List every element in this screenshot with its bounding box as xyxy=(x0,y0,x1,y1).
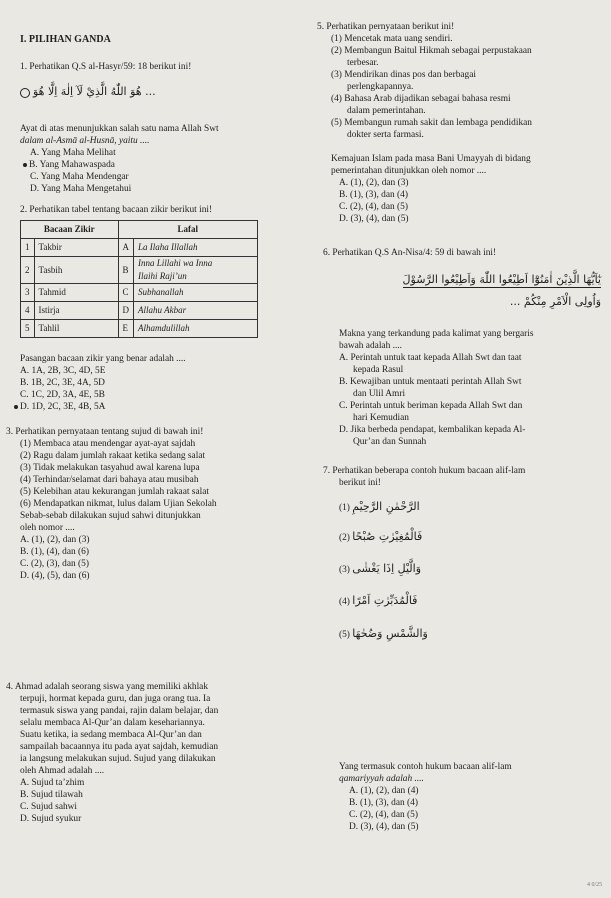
table-row: 4 Istirja D Allahu Akbar xyxy=(21,302,258,320)
q7-item-4: (4) فَالْمُدَبِّرٰتِ اَمْرًا xyxy=(339,594,418,607)
q7-option-d[interactable]: D. (3), (4), dan (5) xyxy=(349,822,419,832)
q6-stem: 6. Perhatikan Q.S An-Nisa/4: 59 di bawah ini! xyxy=(323,248,497,258)
q5-stem: 5. Perhatikan pernyataan berikut ini! xyxy=(317,22,455,32)
q1-stem: 1. Perhatikan Q.S al-Hasyr/59: 18 berikut ini! xyxy=(20,62,192,72)
q7-item-5: (5) وَالشَّمْسِ وَضُحٰهَا xyxy=(339,627,428,640)
zikir-table xyxy=(20,220,258,338)
q1-line2: dalam al-Asmā al-Husnā, yaitu .... xyxy=(20,136,150,146)
q3-item-4: (4) Terhindar/selamat dari bahaya atau musibah xyxy=(20,475,199,485)
q7-stem-2: berikut ini! xyxy=(339,478,381,488)
q1-option-b[interactable]: B. Yang Mahawaspada xyxy=(23,160,115,171)
q7-option-c[interactable]: C. (2), (4), dan (5) xyxy=(349,810,418,820)
q6-option-b2: dan Ulil Amri xyxy=(353,389,406,399)
q4-line-4: selalu membaca Al-Qur’an dalam kesehariannya. xyxy=(20,718,205,728)
q4-line-1: 4. Ahmad adalah seorang siswa yang memiliki akhlak xyxy=(6,682,209,692)
q6-option-d2: Qur’an dan Sunnah xyxy=(353,437,427,447)
q5-option-c[interactable]: C. (2), (4), dan (5) xyxy=(339,202,408,212)
q5-item-3: (3) Mendirikan dinas pos dan berbagai xyxy=(331,70,477,80)
q6-arabic-2: وَاُولِى الْاَمْرِ مِنْكُمْ ... xyxy=(509,295,601,308)
q4-option-c[interactable]: C. Sujud sahwi xyxy=(20,802,78,812)
q5-item-4b: dalam pemerintahan. xyxy=(347,106,426,116)
q2-option-b[interactable]: B. 1B, 2C, 3E, 4A, 5D xyxy=(20,378,105,388)
q7-option-a[interactable]: A. (1), (2), dan (4) xyxy=(349,786,419,796)
q2-question: Pasangan bacaan zikir yang benar adalah .... xyxy=(20,354,186,364)
q3-option-d[interactable]: D. (4), (5), dan (6) xyxy=(20,571,90,581)
q3-item-1: (1) Membaca atau mendengar ayat-ayat sajdah xyxy=(20,439,196,449)
q3-item-2: (2) Ragu dalam jumlah rakaat ketika sedang salat xyxy=(20,451,206,461)
q3-option-b[interactable]: B. (1), (4), dan (6) xyxy=(20,547,89,557)
q1-arabic: هُوَ اللّٰهُ الَّذِيْ لَآ اِلٰهَ اِلَّا هُوَ ... xyxy=(33,85,156,98)
q5-question-line1: Kemajuan Islam pada masa Bani Umayyah di bidang xyxy=(331,154,531,164)
section-title: I. PILIHAN GANDA xyxy=(20,34,111,45)
q6-question-line2: bawah adalah .... xyxy=(339,341,402,351)
q5-option-d[interactable]: D. (3), (4), dan (5) xyxy=(339,214,409,224)
table-row: 1 Takbir A La Ilaha Illallah xyxy=(21,239,258,257)
q3-item-5: (5) Kelebihan atau kekurangan jumlah rakaat salat xyxy=(20,487,209,497)
q5-item-4: (4) Bahasa Arab dijadikan sebagai bahasa resmi xyxy=(331,94,511,104)
q5-item-5: (5) Membangun rumah sakit dan lembaga pendidikan xyxy=(331,118,532,128)
q7-question-line2: qamariyyah adalah .... xyxy=(339,774,424,784)
q7-item-1: (1) الرَّحْمٰنِ الرَّحِيْمِ xyxy=(339,500,420,513)
q6-option-c2: hari Kemudian xyxy=(353,413,409,423)
q6-option-a2: kepada Rasul xyxy=(353,365,404,375)
q4-line-3: termasuk siswa yang pandai, rajin dalam belajar, dan xyxy=(20,706,219,716)
q5-item-2b: terbesar. xyxy=(347,58,379,68)
q2-option-a[interactable]: A. 1A, 2B, 3C, 4D, 5E xyxy=(20,366,106,376)
q3-item-3: (3) Tidak melakukan tasyahud awal karena lupa xyxy=(20,463,200,473)
table-row: 2 Tasbih B Inna Lillahi wa Inna xyxy=(21,257,258,271)
q5-question-line2: pemerintahan ditunjukkan oleh nomor .... xyxy=(331,166,487,176)
q5-item-5b: dokter serta farmasi. xyxy=(347,130,424,140)
q7-question-line1: Yang termasuk contoh hukum bacaan alif-lam xyxy=(339,762,512,772)
q6-option-d[interactable]: D. Jika berbeda pendapat, kembalikan kepada Al- xyxy=(339,425,526,435)
q3-question-line2: oleh nomor .... xyxy=(20,523,75,533)
q7-option-b[interactable]: B. (1), (3), dan (4) xyxy=(349,798,418,808)
page-number: 4 0/25 xyxy=(587,882,603,888)
q2-option-c[interactable]: C. 1C, 2D, 3A, 4E, 5B xyxy=(20,390,105,400)
table-header-lafal: Lafal xyxy=(118,221,258,239)
q3-option-c[interactable]: C. (2), (3), dan (5) xyxy=(20,559,89,569)
q7-stem: 7. Perhatikan beberapa contoh hukum bacaan alif-lam xyxy=(323,466,526,476)
q5-item-3b: perlengkapannya. xyxy=(347,82,414,92)
q1-option-c[interactable]: C. Yang Maha Mendengar xyxy=(30,172,129,182)
q3-item-6: (6) Mendapatkan nikmat, lulus dalam Ujian Sekolah xyxy=(20,499,217,509)
q1-arabic-block xyxy=(20,86,156,99)
q6-option-b[interactable]: B. Kewajiban untuk mentaati perintah Allah Swt xyxy=(339,377,522,387)
table-row: Ilaihi Raji’un xyxy=(21,270,258,284)
q6-option-c[interactable]: C. Perintah untuk beriman kepada Allah Swt dan xyxy=(339,401,523,411)
q5-option-b[interactable]: B. (1), (3), dan (4) xyxy=(339,190,408,200)
q4-option-d[interactable]: D. Sujud syukur xyxy=(20,814,82,824)
q6-arabic-1: يٰٓاَيُّهَا الَّذِيْنَ اٰمَنُوْٓا اَطِيْعُوا اللّٰهَ وَاَطِيْعُوا الرَّسُوْلَ xyxy=(402,273,601,286)
q4-option-b[interactable]: B. Sujud tilawah xyxy=(20,790,83,800)
q3-option-a[interactable]: A. (1), (2), dan (3) xyxy=(20,535,90,545)
q6-question-line1: Makna yang terkandung pada kalimat yang bergaris xyxy=(339,329,534,339)
answer-mark-icon xyxy=(23,163,27,167)
q4-option-a[interactable]: A. Sujud ta’zhim xyxy=(20,778,85,788)
q4-line-5: Suatu ketika, ia sedang membaca Al-Qur’an dan xyxy=(20,730,202,740)
table-header-zikir: Bacaan Zikir xyxy=(21,221,119,239)
q2-option-d[interactable]: D. 1D, 2C, 3E, 4B, 5A xyxy=(14,402,105,413)
q3-stem: 3. Perhatikan pernyataan tentang sujud di bawah ini! xyxy=(6,427,204,437)
q4-line-7: ia langsung melakukan sujud. Sujud yang dilakukan xyxy=(20,754,216,764)
table-row: 5 Tahlil E Alhamdulillah xyxy=(21,320,258,338)
circle-marker-icon xyxy=(20,88,30,98)
q1-line1: Ayat di atas menunjukkan salah satu nama Allah Swt xyxy=(20,124,219,134)
q2-stem: 2. Perhatikan tabel tentang bacaan zikir berikut ini! xyxy=(20,205,213,215)
answer-mark-icon xyxy=(14,405,18,409)
q7-item-2: (2) فَالْمُغِيْرٰتِ صُبْحًا xyxy=(339,530,423,543)
q4-line-8: oleh Ahmad adalah .... xyxy=(20,766,105,776)
q1-option-a[interactable]: A. Yang Maha Melihat xyxy=(30,148,116,158)
q5-option-a[interactable]: A. (1), (2), dan (3) xyxy=(339,178,409,188)
q6-option-a[interactable]: A. Perintah untuk taat kepada Allah Swt dan taat xyxy=(339,353,522,363)
q7-item-3: (3) وَالَّيْلِ اِذَا يَغْشٰى xyxy=(339,562,422,575)
q4-line-6: sampailah bacaannya itu pada ayat sajdah, kemudian xyxy=(20,742,219,752)
table-row: 3 Tahmid C Subhanallah xyxy=(21,284,258,302)
q5-item-2: (2) Membangun Baitul Hikmah sebagai perpustakaan xyxy=(331,46,532,56)
q3-question-line1: Sebab-sebab dilakukan sujud sahwi ditunjukkan xyxy=(20,511,201,521)
q5-item-1: (1) Mencetak mata uang sendiri. xyxy=(331,34,453,44)
q1-option-d[interactable]: D. Yang Maha Mengetahui xyxy=(30,184,132,194)
q4-line-2: terpuji, hormat kepada guru, dan juga orang tua. Ia xyxy=(20,694,211,704)
